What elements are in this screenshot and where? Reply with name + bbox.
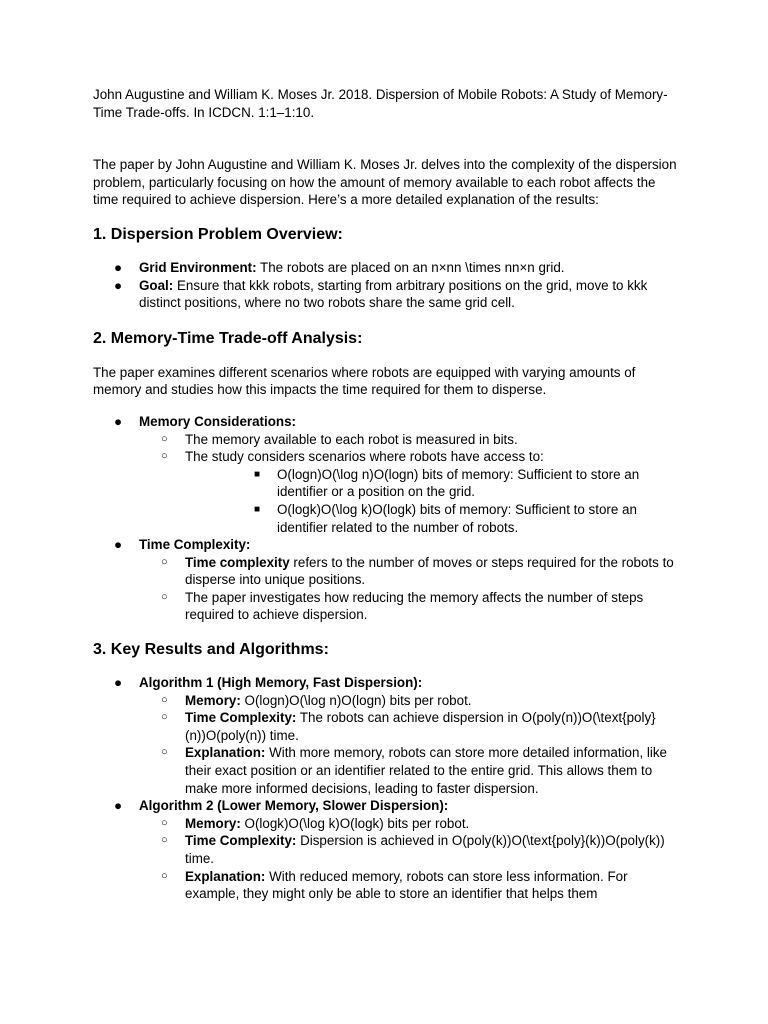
item-label: Time complexity — [185, 554, 290, 570]
section-1-list — [93, 259, 683, 312]
item-label: Explanation: — [185, 745, 266, 761]
list-item — [93, 692, 683, 710]
intro-paragraph: The paper by John Augustine and William K. Moses Jr. delves into the complexity of the dispersion problem, particularly focusing on how the amount of memory available to each robot affects the time required to achieve dispersion. Here’s a more detailed explanation of the results: — [93, 157, 677, 208]
sub-list — [93, 815, 683, 903]
section-2-heading: 2. Memory-Time Trade-off Analysis: — [93, 329, 363, 347]
item-text: The study considers scenarios where robots have access to: — [185, 449, 544, 465]
list-item — [93, 797, 683, 903]
list-item — [93, 413, 683, 536]
item-text: O(logk)O(\log k)O(logk) bits of memory: Sufficient to store an identifier related to the number of robots. — [277, 501, 637, 535]
list-item — [185, 466, 683, 501]
section-1-heading: 1. Dispersion Problem Overview: — [93, 225, 343, 243]
bullet-icon: ○ — [161, 450, 168, 463]
list-item — [93, 277, 683, 312]
bullet-icon: ○ — [161, 590, 168, 603]
item-text: O(logk)O(\log k)O(logk) bits per robot. — [240, 815, 470, 831]
sub-list — [93, 554, 683, 624]
section-3-list — [93, 674, 683, 903]
bullet-icon: ■ — [254, 503, 261, 515]
item-label: Algorithm 1 (High Memory, Fast Dispersion): — [139, 675, 423, 691]
item-text: O(logn)O(\log n)O(logn) bits per robot. — [240, 692, 472, 708]
list-item — [93, 259, 683, 277]
item-label: Memory: — [185, 692, 241, 708]
bullet-icon: ○ — [161, 432, 168, 445]
list-item — [93, 554, 683, 589]
list-item — [93, 832, 683, 867]
item-text: The memory available to each robot is measured in bits. — [185, 431, 518, 447]
item-text: O(logn)O(\log n)O(logn) bits of memory: Sufficient to store an identifier or a position on the grid. — [277, 466, 640, 500]
item-label: Time Complexity: — [139, 537, 251, 553]
item-text: Dispersion is achieved in O(poly(k))O(\text{poly}(k))O(poly(k)) time. — [185, 833, 665, 866]
bullet-icon: ○ — [161, 869, 168, 882]
bullet-icon: ○ — [161, 555, 168, 568]
bullet-icon: ○ — [161, 816, 168, 829]
bullet-icon: ○ — [161, 693, 168, 706]
item-text: With more memory, robots can store more detailed information, like their exact position or an identifier related to the entire grid. This allows them to make more informed decisions, leading to faster dispersion. — [185, 745, 667, 796]
sub-list — [93, 692, 683, 798]
list-item — [93, 536, 683, 624]
section-2-list — [93, 413, 683, 624]
list-item — [185, 501, 683, 536]
list-item — [93, 868, 683, 903]
list-item — [93, 448, 683, 536]
list-item — [93, 589, 683, 624]
bullet-icon: ● — [114, 259, 123, 275]
item-text: Ensure that kkk robots, starting from arbitrary positions on the grid, move to kkk distinct positions, where no two robots share the same grid cell. — [139, 277, 648, 311]
item-text: The robots are placed on an n×nn \times nn×n grid. — [256, 259, 565, 275]
bullet-icon: ● — [114, 798, 123, 814]
bullet-icon: ● — [114, 537, 123, 553]
list-item — [93, 674, 683, 797]
citation: John Augustine and William K. Moses Jr. 2018. Dispersion of Mobile Robots: A Study of Memory-Time Trade-offs. In ICDCN. 1:1–1:10. — [93, 87, 668, 120]
section-3-heading: 3. Key Results and Algorithms: — [93, 641, 329, 659]
item-label: Memory Considerations: — [139, 413, 296, 429]
item-text: The robots can achieve dispersion in O(poly(n))O(\text{poly}(n))O(poly(n)) time. — [185, 710, 656, 743]
bullet-icon: ■ — [254, 468, 261, 480]
item-label: Explanation: — [185, 868, 266, 884]
bullet-icon: ● — [114, 277, 123, 293]
item-label: Time Complexity: — [185, 833, 297, 849]
item-label: Memory: — [185, 815, 241, 831]
list-item — [93, 815, 683, 833]
sub-sub-list — [185, 466, 683, 536]
bullet-icon: ○ — [161, 711, 168, 724]
bullet-icon: ● — [114, 413, 123, 429]
item-text: The paper investigates how reducing the memory affects the number of steps required to achieve dispersion. — [185, 589, 644, 623]
item-text: refers to the number of moves or steps required for the robots to disperse into unique positions. — [185, 554, 674, 588]
sub-list — [93, 431, 683, 537]
document-page — [93, 86, 683, 903]
item-label: Goal: — [139, 277, 174, 293]
item-text: With reduced memory, robots can store less information. For example, they might only be able to store an identifier that helps them — [185, 868, 628, 902]
bullet-icon: ○ — [161, 834, 168, 847]
bullet-icon: ○ — [161, 746, 168, 759]
section-2-paragraph: The paper examines different scenarios where robots are equipped with varying amounts of memory and studies how this impacts the time required for them to disperse. — [93, 364, 636, 398]
bullet-icon: ● — [114, 675, 123, 691]
item-label: Time Complexity: — [185, 710, 297, 726]
item-label: Grid Environment: — [139, 259, 257, 275]
list-item — [93, 431, 683, 449]
item-label: Algorithm 2 (Lower Memory, Slower Dispersion): — [139, 798, 449, 814]
list-item — [93, 744, 683, 797]
list-item — [93, 709, 683, 744]
